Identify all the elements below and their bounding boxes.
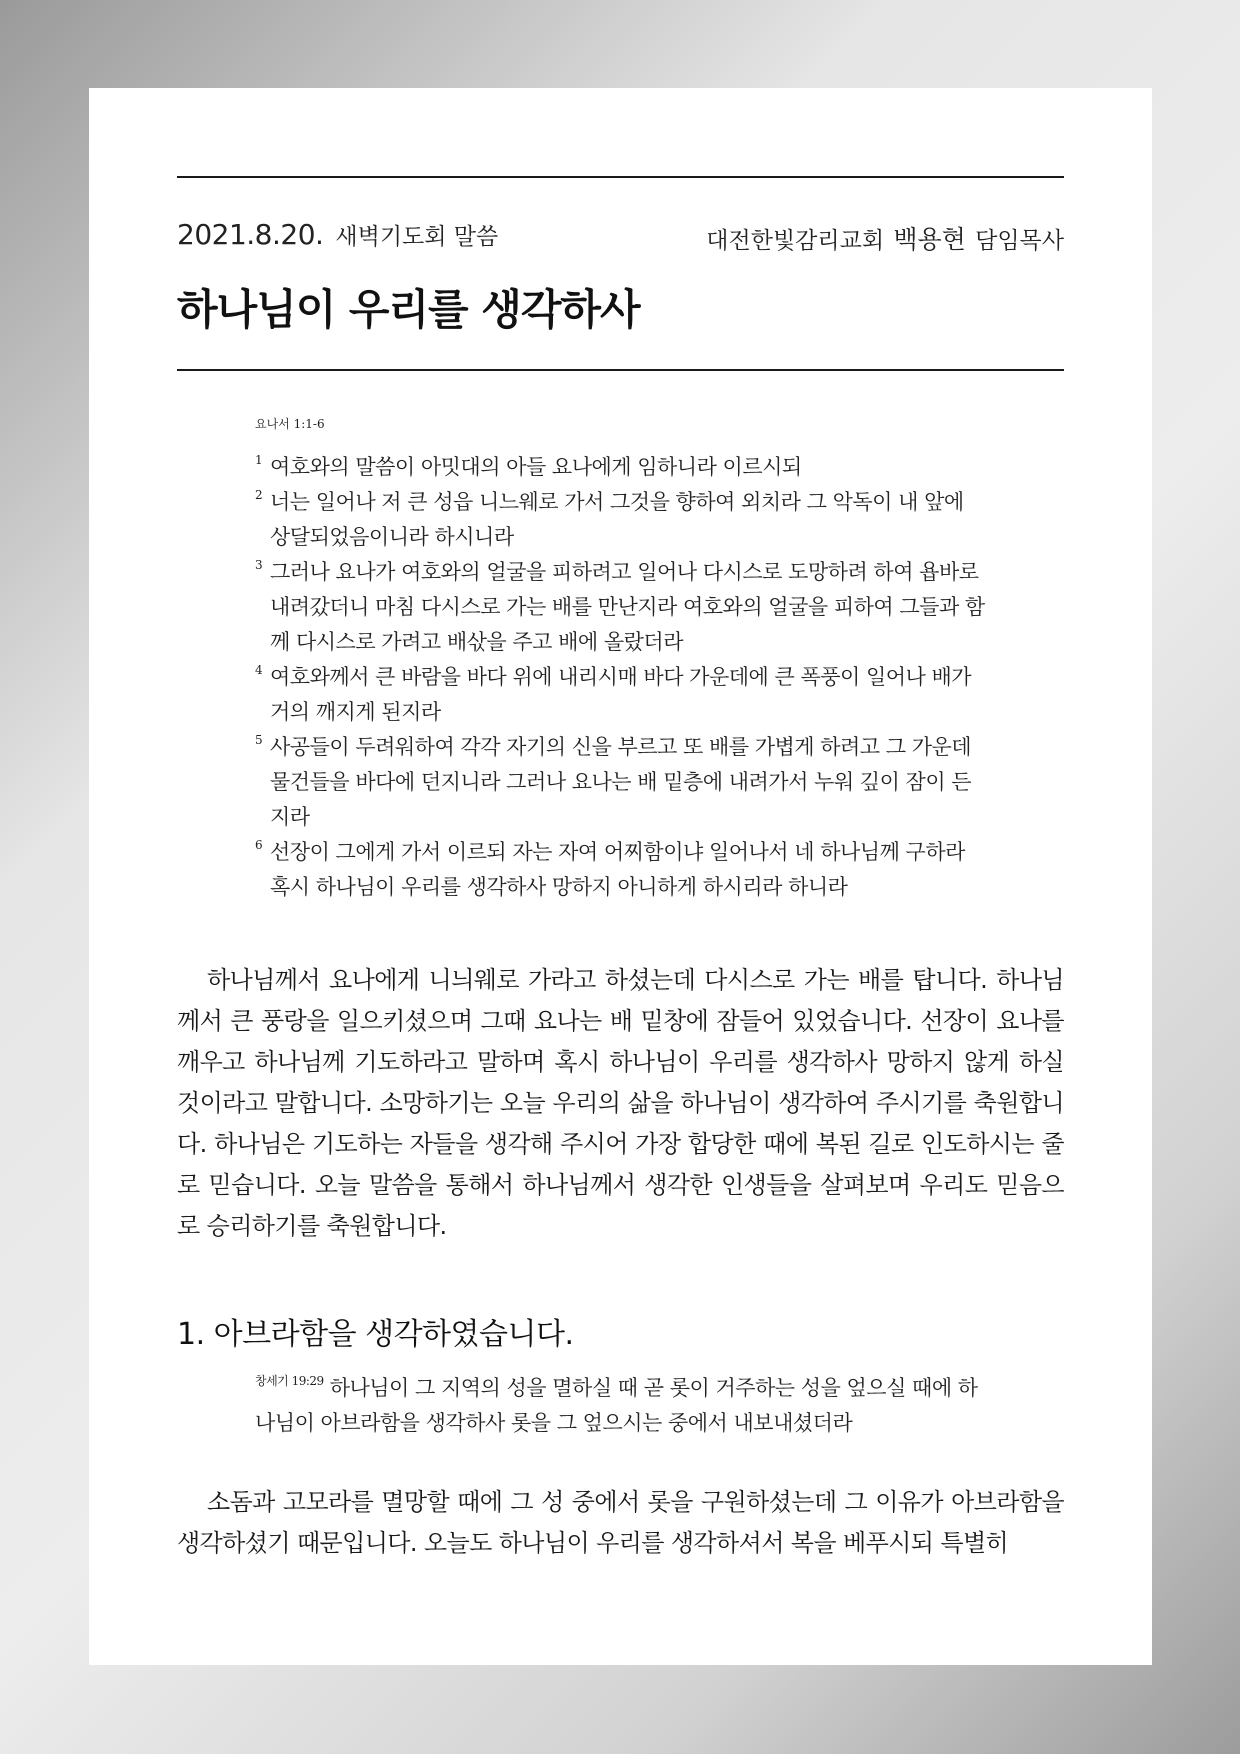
quote-reference: 창세기 19:29: [255, 1374, 324, 1388]
verse-number: 4: [255, 663, 263, 677]
scripture-verses: [255, 450, 985, 905]
service-name: 새벽기도회 말씀: [335, 224, 499, 250]
header-left: [177, 218, 498, 251]
pastor-title: 담임목사: [975, 228, 1064, 254]
verse-text: 여호와께서 큰 바람을 바다 위에 내리시매 바다 가운데에 큰 폭풍이 일어나 배가 거의 깨지게 된지라: [270, 665, 972, 724]
verse-number: 1: [255, 453, 263, 467]
verse-number: 6: [255, 838, 263, 852]
verse: [255, 660, 985, 730]
bottom-divider: [177, 369, 1064, 371]
sermon-date: 2021.8.20.: [177, 218, 324, 251]
header-right: [706, 220, 1064, 256]
quote-text: 하나님이 그 지역의 성을 멸하실 때 곧 롯이 거주하는 성을 엎으실 때에 하나님이 아브라함을 생각하사 롯을 그 엎으시는 중에서 내보내셨더라: [255, 1376, 978, 1435]
verse: [255, 835, 985, 905]
verse: [255, 450, 985, 485]
verse-number: 2: [255, 488, 263, 502]
sermon-title: 하나님이 우리를 생각하사: [177, 285, 640, 334]
church-name: 대전한빛감리교회: [706, 228, 885, 254]
scripture-reference: 요나서 1:1-6: [255, 417, 325, 431]
verse: [255, 730, 985, 835]
verse-text: 선장이 그에게 가서 이르되 자는 자여 어찌함이냐 일어나서 네 하나님께 구하라 혹시 하나님이 우리를 생각하사 망하지 아니하게 하시리라 하니라: [270, 840, 965, 899]
verse-text: 그러나 요나가 여호와의 얼굴을 피하려고 일어나 다시스로 도망하려 하여 욥바로 내려갔더니 마침 다시스로 가는 배를 만난지라 여호와의 얼굴을 피하여 그들과 함께 다시스로 가려고 배삯을 주고 배에 올랐더라: [270, 560, 985, 654]
pastor-name: 백용현: [893, 225, 966, 254]
verse-text: 여호와의 말씀이 아밋대의 아들 요나에게 임하니라 이르시되: [270, 455, 802, 479]
verse: [255, 555, 985, 660]
verse-text: 너는 일어나 저 큰 성읍 니느웨로 가서 그것을 향하여 외치라 그 악독이 내 앞에 상달되었음이니라 하시니라: [270, 490, 964, 549]
document-page: [89, 88, 1152, 1665]
verse-text: 사공들이 두려워하여 각각 자기의 신을 부르고 또 배를 가볍게 하려고 그 가운데 물건들을 바다에 던지니라 그러나 요나는 배 밑층에 내려가서 누워 깊이 잠이 든지라: [270, 735, 972, 829]
section-quote: [255, 1371, 985, 1441]
verse-number: 5: [255, 733, 263, 747]
section-paragraph: 소돔과 고모라를 멸망할 때에 그 성 중에서 롯을 구원하셨는데 그 이유가 아브라함을 생각하셨기 때문입니다. 오늘도 하나님이 우리를 생각하셔서 복을 베푸시되 특별히: [177, 1488, 1064, 1557]
verse-number: 3: [255, 558, 263, 572]
intro-paragraph: 하나님께서 요나에게 니늬웨로 가라고 하셨는데 다시스로 가는 배를 탑니다. 하나님께서 큰 풍랑을 일으키셨으며 그때 요나는 배 밑창에 잠들어 있었습니다. 선장이 요나를 깨우고 하나님께 기도하라고 말하며 혹시 하나님이 우리를 생각하사 망하지 않게 하실 것이라고 말합니다. 소망하기는 오늘 우리의 삶을 하나님이 생각하여 주시기를 축원합니다. 하나님은 기도하는 자들을 생각해 주시어 가장 합당한 때에 복된 길로 인도하시는 줄로 믿습니다. 오늘 말씀을 통해서 하나님께서 생각한 인생들을 살펴보며 우리도 믿음으로 승리하기를 축원합니다.: [177, 966, 1064, 1240]
top-divider: [177, 176, 1064, 178]
section-heading: 1. 아브라함을 생각하였습니다.: [177, 1317, 574, 1352]
verse: [255, 485, 985, 555]
header: [177, 218, 1064, 254]
